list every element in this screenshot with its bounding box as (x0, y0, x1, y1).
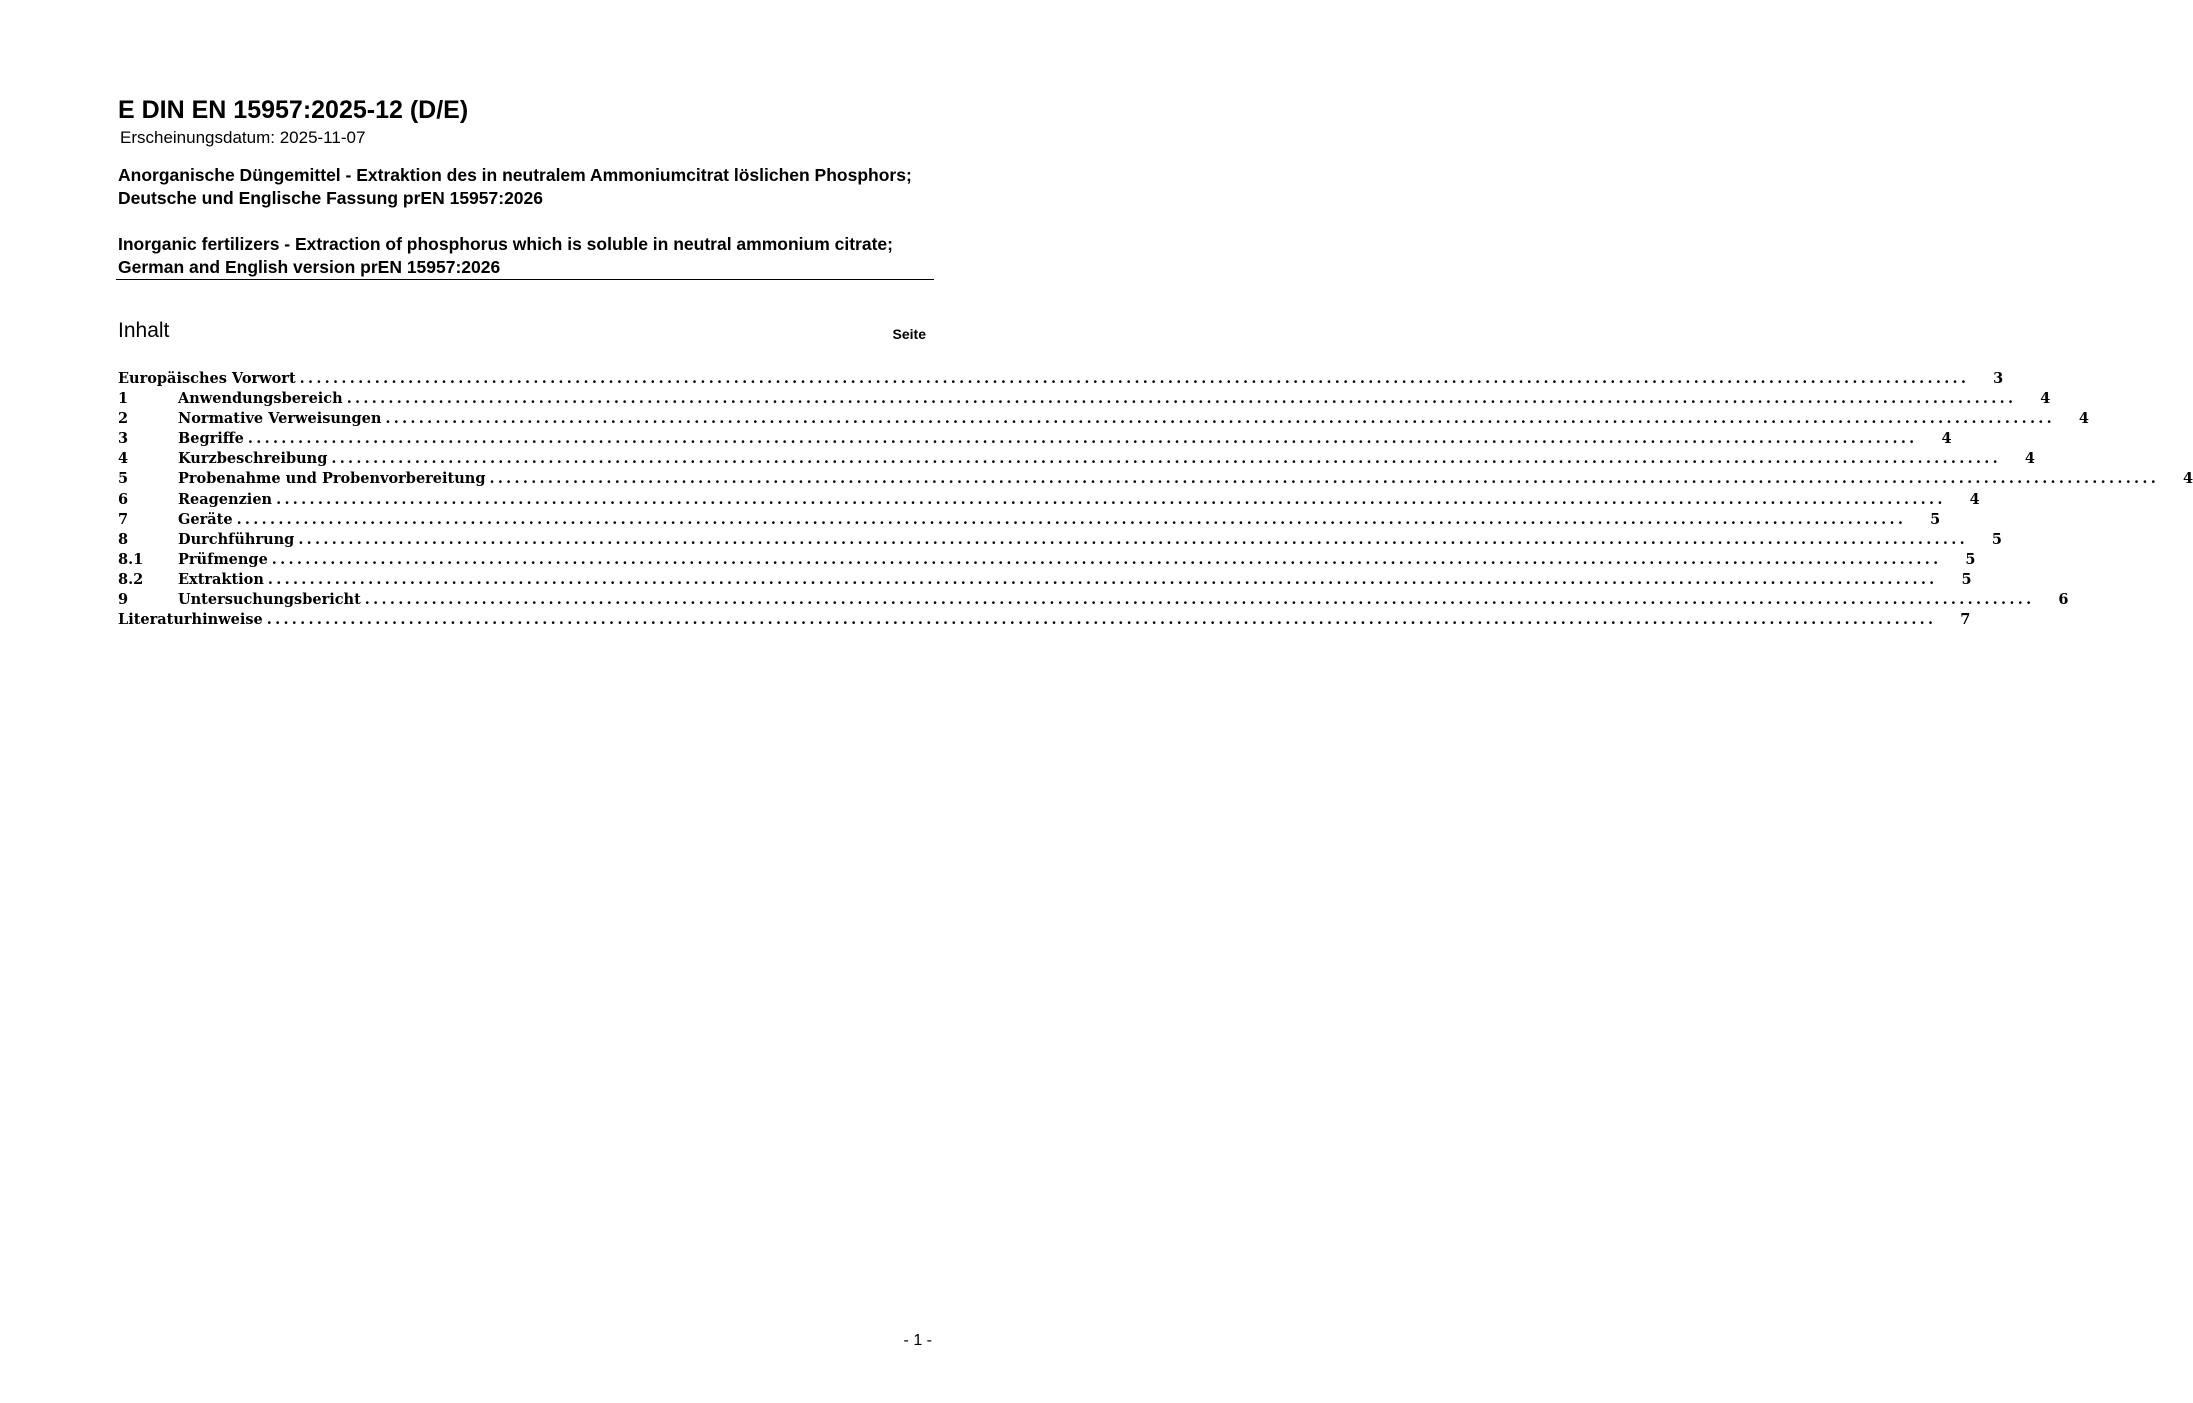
toc-entry-number: 4 (118, 450, 129, 468)
toc-entry-page: 4 (1969, 490, 1980, 508)
toc-entry[interactable] (118, 530, 2002, 550)
toc-entry-page: 4 (2024, 450, 2035, 468)
toc-entry-label: Normative Verweisungen (178, 410, 382, 428)
toc-entry-page: 3 (1993, 370, 2004, 387)
toc-entry[interactable] (118, 409, 2089, 429)
toc-heading: Inhalt (118, 319, 170, 342)
toc-leader-dots: ........................................................................................................................................................................................................ (489, 470, 2160, 488)
toc-entry-label: Durchführung (178, 530, 295, 548)
toc-entry-label: Untersuchungsbericht (178, 591, 361, 609)
page-number: - 1 - (903, 1332, 932, 1349)
toc-leader-dots: ........................................................................................................................................................................................................ (364, 591, 2035, 609)
toc-entry-page: 4 (2183, 470, 2193, 488)
toc-entry[interactable] (118, 510, 1941, 530)
toc-entry-page: 4 (2078, 410, 2089, 428)
title-divider (116, 279, 934, 280)
toc-leader-dots: ........................................................................................................................................................................................................ (247, 430, 1918, 448)
toc-entry-label: Extraktion (178, 570, 264, 588)
toc-entry[interactable] (118, 429, 1952, 449)
toc-leader-dots: ........................................................................................................................................................................................................ (298, 530, 1968, 548)
toc-entry-page: 7 (1960, 611, 1971, 629)
toc-leader-dots: ........................................................................................................................................................................................................ (276, 490, 1946, 508)
toc-entry-page: 6 (2058, 591, 2069, 609)
toc-entry-label: Probenahme und Probenvorbereitung (178, 470, 486, 488)
toc-entry-page: 4 (1941, 430, 1952, 448)
toc-entry-number: 8.1 (118, 550, 144, 568)
toc-entry-label: Begriffe (178, 430, 244, 448)
document-title: E DIN EN 15957:2025-12 (D/E) (118, 96, 469, 124)
toc-entry-label: Europäisches Vorwort (118, 370, 296, 387)
table-of-contents (118, 369, 2193, 630)
toc-entry-label: Anwendungsbereich (178, 390, 343, 408)
toc-entry-label: Kurzbeschreibung (178, 450, 328, 468)
toc-entry-number: 1 (118, 390, 129, 408)
toc-entry-page: 5 (1961, 570, 1972, 588)
toc-entry-number: 2 (118, 410, 129, 428)
toc-entry[interactable] (118, 369, 2004, 389)
toc-entry[interactable] (118, 389, 2051, 409)
toc-entry-page: 5 (1991, 530, 2002, 548)
toc-entry-number: 6 (118, 490, 129, 508)
toc-entry[interactable] (118, 570, 1972, 590)
toc-entry[interactable] (118, 590, 2069, 610)
toc-entry[interactable] (118, 469, 2193, 489)
toc-entry-number: 5 (118, 470, 129, 488)
title-english: Inorganic fertilizers - Extraction of phosphorus which is soluble in neutral ammonium citrate; German and English version prEN 15957:2026 (118, 234, 893, 277)
toc-entry-label: Literaturhinweise (118, 611, 263, 629)
toc-leader-dots: ........................................................................................................................................................................................................ (236, 510, 1907, 528)
toc-page-column-label: Seite (892, 326, 926, 342)
toc-entry[interactable] (118, 490, 1980, 510)
toc-leader-dots: ........................................................................................................................................................................................................ (267, 570, 1938, 588)
toc-entry[interactable] (118, 449, 2035, 469)
toc-entry-number: 9 (118, 591, 129, 609)
toc-entry-label: Prüfmenge (178, 550, 268, 568)
toc-leader-dots: ........................................................................................................................................................................................................ (331, 450, 2001, 468)
toc-entry-number: 3 (118, 430, 129, 448)
toc-entry-label: Reagenzien (178, 490, 273, 508)
toc-entry[interactable] (118, 550, 1976, 570)
toc-leader-dots: ........................................................................................................................................................................................................ (346, 390, 2017, 408)
toc-entry-number: 8.2 (118, 570, 144, 588)
toc-entry[interactable] (118, 610, 1971, 630)
toc-leader-dots: ........................................................................................................................................................................................................ (266, 611, 1937, 629)
toc-entry-page: 5 (1965, 550, 1976, 568)
toc-leader-dots: ........................................................................................................................................................................................................ (385, 410, 2055, 428)
toc-leader-dots: ........................................................................................................................................................................................................ (299, 370, 1970, 387)
title-german: Anorganische Düngemittel - Extraktion des in neutralem Ammoniumcitrat löslichen Phosphors; Deutsche und Englische Fassung prEN 15957:2026 (118, 165, 912, 208)
toc-leader-dots: ........................................................................................................................................................................................................ (271, 550, 1942, 568)
publication-date: Erscheinungsdatum: 2025-11-07 (120, 128, 366, 147)
toc-entry-number: 7 (118, 510, 129, 528)
toc-entry-page: 4 (2040, 390, 2051, 408)
toc-entry-page: 5 (1930, 510, 1941, 528)
toc-entry-label: Geräte (178, 510, 233, 528)
toc-entry-number: 8 (118, 530, 129, 548)
